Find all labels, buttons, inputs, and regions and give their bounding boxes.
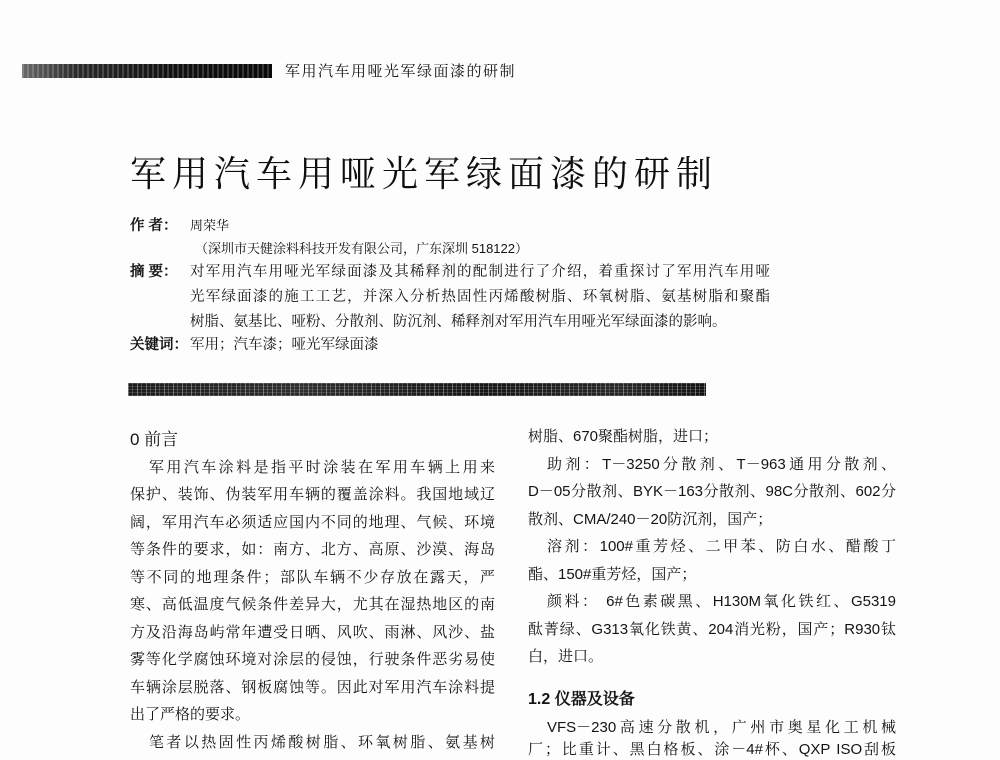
abstract-label: 摘 要： <box>130 264 178 280</box>
running-header-title: 军用汽车用哑光军绿面漆的研制 <box>285 63 517 80</box>
paragraph <box>528 533 896 588</box>
body-line: 阔，军用汽车必须适应国内不同的地理、气候、环境 <box>130 513 495 531</box>
body-line: 颜料： 6#色素碳黑、H130M氧化铁红、G5319 <box>547 593 896 610</box>
abstract-line: 对军用汽车用哑光军绿面漆及其稀释剂的配制进行了介绍，着重探讨了军用汽车用哑 <box>190 264 770 280</box>
article-title: 军用汽车用哑光军绿面漆的研制 <box>130 154 719 195</box>
paragraph <box>528 451 896 534</box>
paragraph <box>130 729 495 757</box>
body-line: 军用汽车涂料是指平时涂装在军用车辆上用来 <box>149 458 495 476</box>
body-line: 雾等化学腐蚀环境对涂层的侵蚀，行驶条件恶劣易使 <box>130 651 495 668</box>
body-line: 等不同的地理条件；部队车辆不少存放在露天，严 <box>130 568 495 586</box>
running-header-bar <box>22 64 272 78</box>
body-line: 厂；比重计、黑白格板、涂－4#杯、QXP ISO刮板 <box>528 741 896 758</box>
body-line: 笔者以热固性丙烯酸树脂、环氧树脂、氨基树 <box>149 733 495 751</box>
keywords-text: 军用；汽车漆；哑光军绿面漆 <box>190 337 379 353</box>
author-name: 周荣华 <box>190 218 230 233</box>
body-line: 助剂：T－3250分散剂、T－963通用分散剂、 <box>547 455 896 473</box>
paragraph <box>528 714 896 760</box>
body-line: 方及沿海岛屿常年遭受日晒、风吹、雨淋、风沙、盐 <box>130 623 495 641</box>
body-line: VFS－230高速分散机，广州市奥星化工机械 <box>547 718 896 736</box>
body-line: 酞菁绿、G313氧化铁黄、204消光粉，国产；R930钛 <box>528 620 896 638</box>
paragraph <box>130 454 495 729</box>
body-line: 散剂、CMA/240－20防沉剂，国产； <box>528 510 773 528</box>
left-column <box>130 426 495 756</box>
paragraph <box>528 588 896 671</box>
abstract-line: 树脂、氨基比、哑粉、分散剂、防沉剂、稀释剂对军用汽车用哑光军绿面漆的影响。 <box>190 314 727 330</box>
body-line: 树脂、670聚酯树脂，进口； <box>528 428 719 445</box>
body-line: 车辆涂层脱落、钢板腐蚀等。因此对军用汽车涂料提 <box>130 678 495 696</box>
author-label: 作 者： <box>130 218 178 234</box>
right-column <box>528 423 896 759</box>
body-line: 白，进口。 <box>528 648 604 665</box>
abstract-line: 光军绿面漆的施工工艺，并深入分析热固性丙烯酸树脂、环氧树脂、氨基树脂和聚酯 <box>190 289 770 305</box>
section-heading: 1.2 仪器及设备 <box>528 691 635 708</box>
body-line: 酯、150#重芳烃，国产； <box>528 565 697 583</box>
abstract-text <box>190 260 770 335</box>
section-heading: 0 前言 <box>130 430 179 449</box>
paragraph <box>528 423 896 451</box>
body-line: 寒、高低温度气候条件差异大，尤其在湿热地区的南 <box>130 596 495 613</box>
body-line: D－05分散剂、BYK－163分散剂、98C分散剂、602分 <box>528 483 896 500</box>
author-affiliation: （深圳市天健涂料科技开发有限公司，广东深圳 518122） <box>195 241 528 256</box>
body-line: 保护、装饰、伪装军用车辆的覆盖涂料。我国地域辽 <box>130 486 495 503</box>
body-line: 等条件的要求，如：南方、北方、高原、沙漠、海岛 <box>130 541 495 558</box>
body-line: 出了严格的要求。 <box>130 706 251 723</box>
keywords-label: 关键词： <box>130 337 188 353</box>
body-line: 溶剂：100#重芳烃、二甲苯、防白水、醋酸丁 <box>547 538 896 555</box>
section-divider <box>128 383 706 396</box>
